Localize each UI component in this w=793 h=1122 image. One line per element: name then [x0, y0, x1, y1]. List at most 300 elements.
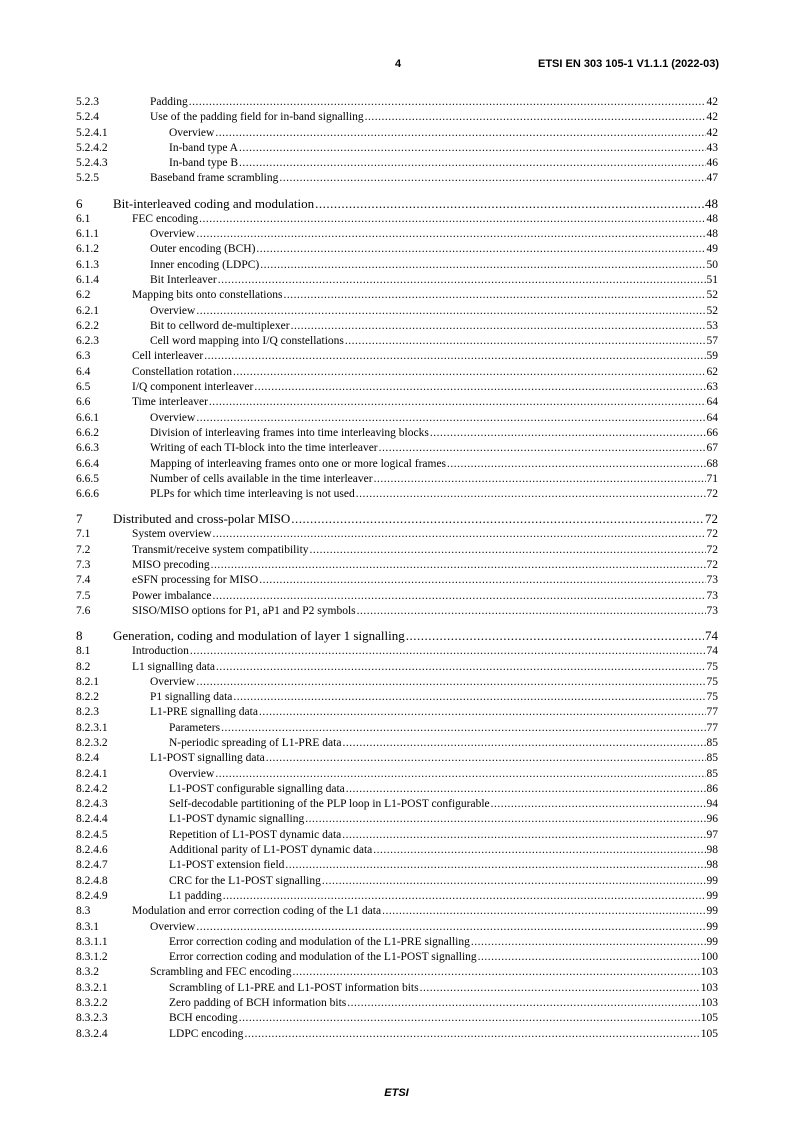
- toc-entry-page: 72: [706, 559, 718, 572]
- toc-entry-number: 8.2.3.2: [76, 736, 108, 749]
- dot-leader: [213, 589, 706, 604]
- toc-entry-page: 73: [706, 604, 718, 617]
- toc-entry-page: 52: [706, 304, 718, 317]
- toc-entry-title: Constellation rotation: [132, 365, 232, 378]
- toc-entry[interactable]: [76, 705, 718, 720]
- toc-entry-page: 103: [700, 997, 718, 1010]
- dot-leader: [256, 242, 705, 257]
- toc-entry-page: 77: [706, 721, 718, 734]
- toc-entry-title: PLPs for which time interleaving is not used: [150, 488, 355, 501]
- dot-leader: [293, 965, 700, 980]
- toc-entry[interactable]: [76, 828, 718, 843]
- toc-entry-title: L1-POST extension field: [169, 859, 285, 872]
- toc-entry-number: 6.4: [76, 365, 91, 378]
- toc-entry-number: 8.3.2: [76, 966, 99, 979]
- dot-leader: [379, 441, 706, 456]
- toc-entry[interactable]: [76, 690, 718, 705]
- dot-leader: [215, 126, 705, 141]
- dot-leader: [322, 874, 706, 889]
- toc-entry-number: 6.5: [76, 381, 91, 394]
- toc-entry-number: 5.2.5: [76, 172, 99, 185]
- page-number: 4: [394, 58, 402, 70]
- toc-entry[interactable]: [76, 472, 718, 487]
- toc-entry-page: 71: [706, 472, 718, 485]
- toc-entry-title: Transmit/receive system compatibility: [132, 543, 309, 556]
- toc-entry-number: 8.2.2: [76, 691, 99, 704]
- toc-entry[interactable]: [76, 242, 718, 257]
- toc-entry-number: 8.2.4.7: [76, 859, 108, 872]
- toc-entry-page: 74: [706, 645, 718, 658]
- toc-entry[interactable]: [76, 935, 718, 950]
- toc-entry-title: Distributed and cross-polar MISO: [113, 511, 291, 527]
- dot-leader: [216, 660, 705, 675]
- toc-entry-number: 8.2.1: [76, 675, 99, 688]
- toc-entry-number: 6.6: [76, 396, 91, 409]
- toc-entry-page: 62: [706, 365, 718, 378]
- toc-entry-page: 96: [706, 813, 718, 826]
- toc-entry-page: 49: [706, 243, 718, 256]
- toc-entry[interactable]: [76, 543, 718, 558]
- toc-entry-title: Scrambling of L1-PRE and L1-POST information bits: [169, 981, 419, 994]
- toc-entry-number: 8.2.4.5: [76, 828, 108, 841]
- toc-entry-number: 6.6.2: [76, 426, 99, 439]
- dot-leader: [365, 110, 706, 125]
- dot-leader: [233, 690, 705, 705]
- toc-entry-number: 8.3.2.3: [76, 1012, 108, 1025]
- toc-entry[interactable]: [76, 227, 718, 242]
- dot-leader: [310, 543, 706, 558]
- toc-entry[interactable]: [76, 660, 718, 675]
- toc-entry[interactable]: [76, 644, 718, 659]
- toc-entry[interactable]: [76, 195, 718, 212]
- toc-entry[interactable]: [76, 319, 718, 334]
- toc-entry-page: 51: [706, 273, 718, 286]
- toc-entry[interactable]: [76, 273, 718, 288]
- dot-leader: [430, 426, 706, 441]
- dot-leader: [223, 889, 706, 904]
- toc-entry-number: 7.4: [76, 574, 91, 587]
- toc-entry[interactable]: [76, 487, 718, 502]
- dot-leader: [196, 304, 705, 319]
- toc-entry-number: 8.2.3.1: [76, 721, 108, 734]
- toc-entry-page: 68: [706, 457, 718, 470]
- toc-entry-page: 42: [706, 111, 718, 124]
- toc-entry-page: 52: [706, 289, 718, 302]
- dot-leader: [471, 935, 706, 950]
- toc-entry-number: 8.3.1: [76, 920, 99, 933]
- toc-entry[interactable]: [76, 858, 718, 873]
- toc-entry-title: Mapping bits onto constellations: [132, 289, 283, 302]
- toc-entry-page: 94: [706, 798, 718, 811]
- toc-entry-number: 5.2.3: [76, 96, 99, 108]
- dot-leader: [373, 843, 705, 858]
- dot-leader: [209, 395, 706, 410]
- toc-entry-number: 7.2: [76, 543, 91, 556]
- toc-entry-title: Overview: [169, 767, 215, 780]
- toc-entry-title: Overview: [150, 920, 196, 933]
- toc-entry-number: 8.2.4.6: [76, 844, 108, 857]
- toc-entry-number: 8.2.4.8: [76, 874, 108, 887]
- toc-entry-title: N-periodic spreading of L1-PRE data: [169, 736, 342, 749]
- toc-entry-title: Bit-interleaved coding and modulation: [113, 195, 315, 211]
- toc-entry-page: 46: [706, 157, 718, 170]
- toc-entry-number: 6.1.1: [76, 228, 99, 241]
- toc-entry-number: 8.3.2.4: [76, 1027, 108, 1040]
- toc-entry[interactable]: [76, 1011, 718, 1026]
- dot-leader: [342, 828, 705, 843]
- toc-entry-page: 59: [706, 350, 718, 363]
- toc-entry-number: 8.2.4.4: [76, 813, 108, 826]
- toc-entry-page: 99: [706, 874, 718, 887]
- toc-entry-number: 5.2.4.2: [76, 141, 108, 154]
- toc-entry-title: L1-PRE signalling data: [150, 706, 258, 719]
- toc-entry-number: 6.1.2: [76, 243, 99, 256]
- toc-entry-page: 105: [700, 1012, 718, 1025]
- toc-entry-title: Number of cells available in the time interleaver: [150, 472, 373, 485]
- toc-entry-page: 105: [700, 1027, 718, 1040]
- toc-entry[interactable]: [76, 889, 718, 904]
- toc-entry[interactable]: [76, 334, 718, 349]
- toc-entry-title: CRC for the L1-POST signalling: [169, 874, 321, 887]
- toc-entry-title: Division of interleaving frames into time interleaving blocks: [150, 426, 429, 439]
- toc-entry-title: Overview: [150, 228, 196, 241]
- toc-entry-title: Mapping of interleaving frames onto one or more logical frames: [150, 457, 447, 470]
- dot-leader: [204, 349, 705, 364]
- toc-entry[interactable]: [76, 675, 718, 690]
- toc-entry[interactable]: [76, 981, 718, 996]
- toc-entry-title: Error correction coding and modulation of the L1-PRE signalling: [169, 935, 470, 948]
- toc-entry-page: 75: [706, 691, 718, 704]
- dot-leader: [291, 510, 704, 527]
- toc-entry-number: 8.1: [76, 645, 91, 658]
- toc-entry[interactable]: [76, 767, 718, 782]
- toc-entry-number: 8.3.2.1: [76, 981, 108, 994]
- toc-entry-title: MISO precoding: [132, 559, 210, 572]
- toc-entry-title: Padding: [150, 96, 188, 108]
- toc-entry-page: 85: [706, 736, 718, 749]
- toc-entry-title: Modulation and error correction coding of the L1 data: [132, 905, 382, 918]
- toc-entry-title: System overview: [132, 528, 212, 541]
- toc-entry-page: 72: [705, 511, 718, 527]
- toc-entry-page: 74: [705, 628, 718, 644]
- toc-entry-page: 97: [706, 828, 718, 841]
- toc-entry[interactable]: [76, 627, 718, 644]
- toc-entry-page: 43: [706, 141, 718, 154]
- toc-entry-page: 103: [700, 981, 718, 994]
- dot-leader: [346, 782, 706, 797]
- footer-label: ETSI: [384, 1087, 409, 1099]
- dot-leader: [420, 981, 700, 996]
- toc-entry-number: 8.2.4: [76, 752, 99, 765]
- toc-entry[interactable]: [76, 558, 718, 573]
- toc-entry[interactable]: [76, 258, 718, 273]
- toc-entry-title: In-band type A: [169, 141, 238, 154]
- toc-entry-title: eSFN processing for MISO: [132, 574, 259, 587]
- toc-entry-title: Baseband frame scrambling: [150, 172, 279, 185]
- toc-entry-number: 6.2.2: [76, 319, 99, 332]
- toc-entry-number: 8.2.4.2: [76, 782, 108, 795]
- toc-entry-title: Repetition of L1-POST dynamic data: [169, 828, 342, 841]
- toc-entry[interactable]: [76, 527, 718, 542]
- toc-entry[interactable]: [76, 782, 718, 797]
- toc-entry-title: Outer encoding (BCH): [150, 243, 256, 256]
- dot-leader: [447, 457, 705, 472]
- toc-entry[interactable]: [76, 904, 718, 919]
- dot-leader: [345, 334, 706, 349]
- toc-entry-number: 6.1: [76, 212, 91, 225]
- toc-entry-page: 77: [706, 706, 718, 719]
- toc-entry-title: Time interleaver: [132, 396, 208, 409]
- dot-leader: [196, 675, 705, 690]
- toc-entry[interactable]: [76, 95, 718, 110]
- dot-leader: [239, 1011, 700, 1026]
- toc-entry-page: 73: [706, 589, 718, 602]
- toc-entry-number: 6.6.4: [76, 457, 99, 470]
- toc-entry[interactable]: [76, 751, 718, 766]
- dot-leader: [221, 721, 705, 736]
- toc-entry-title: Overview: [169, 126, 215, 139]
- toc-entry-number: 8.3.2.2: [76, 997, 108, 1010]
- toc-entry-number: 8.2.4.1: [76, 767, 108, 780]
- toc-entry[interactable]: [76, 874, 718, 889]
- toc-entry-page: 42: [706, 96, 718, 108]
- toc-entry-number: 7.6: [76, 604, 91, 617]
- toc-entry-number: 8.2.4.9: [76, 889, 108, 902]
- toc-entry[interactable]: [76, 604, 718, 619]
- toc-entry-page: 50: [706, 258, 718, 271]
- toc-entry-number: 6.1.4: [76, 273, 99, 286]
- toc-entry-title: Cell interleaver: [132, 350, 204, 363]
- toc-entry-page: 99: [706, 905, 718, 918]
- toc-entry-number: 7.1: [76, 528, 91, 541]
- toc-entry-page: 63: [706, 381, 718, 394]
- toc-entry-title: FEC encoding: [132, 212, 199, 225]
- toc-entry-number: 7.3: [76, 559, 91, 572]
- toc-entry[interactable]: [76, 365, 718, 380]
- dot-leader: [189, 95, 706, 110]
- toc-entry-number: 8: [76, 628, 83, 644]
- dot-leader: [254, 380, 705, 395]
- dot-leader: [196, 920, 705, 935]
- dot-leader: [406, 627, 704, 644]
- toc-entry[interactable]: [76, 589, 718, 604]
- toc-entry[interactable]: [76, 395, 718, 410]
- toc-entry-number: 6.2.1: [76, 304, 99, 317]
- toc-entry[interactable]: [76, 510, 718, 527]
- toc-entry[interactable]: [76, 156, 718, 171]
- toc-entry[interactable]: [76, 843, 718, 858]
- dot-leader: [283, 288, 705, 303]
- toc-entry-title: Error correction coding and modulation of the L1-POST signalling: [169, 951, 477, 964]
- toc-entry-title: In-band type B: [169, 157, 238, 170]
- toc-entry-page: 48: [706, 212, 718, 225]
- toc-entry-page: 75: [706, 660, 718, 673]
- toc-entry-title: SISO/MISO options for P1, aP1 and P2 symbols: [132, 604, 356, 617]
- toc-entry-number: 8.3.1.1: [76, 935, 108, 948]
- toc-entry-page: 48: [706, 228, 718, 241]
- toc-entry-title: Cell word mapping into I/Q constellations: [150, 335, 344, 348]
- toc-entry-title: Additional parity of L1-POST dynamic data: [169, 844, 373, 857]
- toc-entry-page: 73: [706, 574, 718, 587]
- toc-entry-title: Inner encoding (LDPC): [150, 258, 260, 271]
- toc-entry-title: Generation, coding and modulation of layer 1 signalling: [113, 628, 405, 644]
- toc-entry-title: BCH encoding: [169, 1012, 238, 1025]
- toc-entry-page: 42: [706, 126, 718, 139]
- dot-leader: [196, 411, 705, 426]
- toc-entry[interactable]: [76, 288, 718, 303]
- toc-entry[interactable]: [76, 426, 718, 441]
- toc-entry-title: Overview: [150, 304, 196, 317]
- dot-leader: [357, 604, 706, 619]
- toc-entry[interactable]: [76, 457, 718, 472]
- toc-entry-number: 5.2.4.1: [76, 126, 108, 139]
- toc-entry-number: 5.2.4: [76, 111, 99, 124]
- dot-leader: [491, 797, 706, 812]
- toc-entry[interactable]: [76, 349, 718, 364]
- toc-entry-number: 6.2.3: [76, 335, 99, 348]
- toc-entry-page: 48: [705, 195, 718, 211]
- toc-entry[interactable]: [76, 920, 718, 935]
- toc-entry[interactable]: [76, 441, 718, 456]
- toc-entry-page: 64: [706, 411, 718, 424]
- toc-entry-title: P1 signalling data: [150, 691, 233, 704]
- toc-entry-page: 64: [706, 396, 718, 409]
- toc-entry-number: 6: [76, 195, 83, 211]
- toc-entry-number: 6.6.6: [76, 488, 99, 501]
- toc-entry-number: 7: [76, 511, 83, 527]
- toc-entry[interactable]: [76, 812, 718, 827]
- toc-entry-title: I/Q component interleaver: [132, 381, 254, 394]
- toc-entry-title: Overview: [150, 675, 196, 688]
- dot-leader: [259, 573, 705, 588]
- toc-entry-title: Self-decodable partitioning of the PLP loop in L1-POST configurable: [169, 798, 490, 811]
- dot-leader: [259, 705, 706, 720]
- document-id: ETSI EN 303 105-1 V1.1.1 (2022-03): [538, 58, 719, 70]
- toc-entry-title: Parameters: [169, 721, 221, 734]
- toc-entry[interactable]: [76, 797, 718, 812]
- toc-entry-title: Use of the padding field for in-band signalling: [150, 111, 364, 124]
- toc-entry[interactable]: [76, 126, 718, 141]
- toc-entry-page: 57: [706, 335, 718, 348]
- dot-leader: [190, 644, 706, 659]
- toc-entry[interactable]: [76, 965, 718, 980]
- toc-entry-page: 99: [706, 920, 718, 933]
- dot-leader: [239, 156, 706, 171]
- toc-entry-page: 85: [706, 752, 718, 765]
- dot-leader: [233, 365, 706, 380]
- toc-entry-number: 8.3: [76, 905, 91, 918]
- toc-entry-title: Introduction: [132, 645, 189, 658]
- dot-leader: [239, 141, 706, 156]
- toc-entry-page: 67: [706, 442, 718, 455]
- dot-leader: [211, 558, 706, 573]
- dot-leader: [196, 227, 705, 242]
- toc-entry[interactable]: [76, 996, 718, 1011]
- toc-entry-page: 72: [706, 488, 718, 501]
- toc-entry-title: Bit to cellword de-multiplexer: [150, 319, 290, 332]
- dot-leader: [213, 527, 706, 542]
- toc-entry-page: 66: [706, 426, 718, 439]
- toc-entry-number: 8.2.4.3: [76, 798, 108, 811]
- dot-leader: [291, 319, 706, 334]
- toc-entry-number: 6.6.1: [76, 411, 99, 424]
- dot-leader: [260, 258, 705, 273]
- toc-entry-number: 6.2: [76, 289, 91, 302]
- toc-entry-page: 86: [706, 782, 718, 795]
- toc-entry-title: Overview: [150, 411, 196, 424]
- toc-entry-page: 72: [706, 528, 718, 541]
- toc-entry[interactable]: [76, 171, 718, 186]
- toc-entry-number: 5.2.4.3: [76, 157, 108, 170]
- toc-entry[interactable]: [76, 721, 718, 736]
- dot-leader: [218, 273, 706, 288]
- toc-entry[interactable]: [76, 304, 718, 319]
- dot-leader: [305, 812, 705, 827]
- toc-entry-number: 8.2.3: [76, 706, 99, 719]
- dot-leader: [342, 736, 705, 751]
- dot-leader: [382, 904, 705, 919]
- toc-entry-title: L1 signalling data: [132, 660, 216, 673]
- toc-entry-page: 99: [706, 935, 718, 948]
- toc-entry-title: Writing of each TI-block into the time interleaver: [150, 442, 378, 455]
- toc-entry[interactable]: [76, 411, 718, 426]
- toc-entry-title: L1-POST dynamic signalling: [169, 813, 305, 826]
- toc-entry-title: L1-POST configurable signalling data: [169, 782, 345, 795]
- toc-entry-page: 100: [700, 951, 718, 964]
- toc-entry-number: 8.2: [76, 660, 91, 673]
- toc-entry[interactable]: [76, 736, 718, 751]
- dot-leader: [215, 767, 705, 782]
- dot-leader: [356, 487, 706, 502]
- toc-entry[interactable]: [76, 212, 718, 227]
- toc-entry-page: 99: [706, 889, 718, 902]
- toc-entry-title: LDPC encoding: [169, 1027, 244, 1040]
- dot-leader: [285, 858, 705, 873]
- toc-entry[interactable]: [76, 141, 718, 156]
- toc-entry-page: 85: [706, 767, 718, 780]
- dot-leader: [478, 950, 700, 965]
- toc-entry-title: L1 padding: [169, 889, 222, 902]
- toc-entry-page: 98: [706, 859, 718, 872]
- toc-entry-title: Scrambling and FEC encoding: [150, 966, 292, 979]
- toc-entry-title: Bit Interleaver: [150, 273, 217, 286]
- toc-entry-number: 6.6.5: [76, 472, 99, 485]
- toc-entry[interactable]: [76, 573, 718, 588]
- toc-entry[interactable]: [76, 380, 718, 395]
- dot-leader: [315, 195, 704, 212]
- toc-entry-page: 103: [700, 966, 718, 979]
- table-of-contents: [76, 95, 718, 1042]
- toc-entry-number: 8.3.1.2: [76, 951, 108, 964]
- toc-entry-page: 53: [706, 319, 718, 332]
- toc-entry-number: 6.1.3: [76, 258, 99, 271]
- toc-entry-page: 47: [706, 172, 718, 185]
- toc-entry-number: 7.5: [76, 589, 91, 602]
- toc-entry-number: 6.6.3: [76, 442, 99, 455]
- toc-entry-title: Zero padding of BCH information bits: [169, 997, 347, 1010]
- toc-entry-page: 72: [706, 543, 718, 556]
- toc-entry[interactable]: [76, 1027, 718, 1042]
- toc-entry[interactable]: [76, 110, 718, 125]
- dot-leader: [199, 212, 705, 227]
- toc-entry-page: 98: [706, 844, 718, 857]
- toc-entry-number: 6.3: [76, 350, 91, 363]
- toc-entry-title: L1-POST signalling data: [150, 752, 265, 765]
- toc-entry-title: Power imbalance: [132, 589, 212, 602]
- toc-entry-page: 75: [706, 675, 718, 688]
- toc-entry[interactable]: [76, 950, 718, 965]
- dot-leader: [347, 996, 699, 1011]
